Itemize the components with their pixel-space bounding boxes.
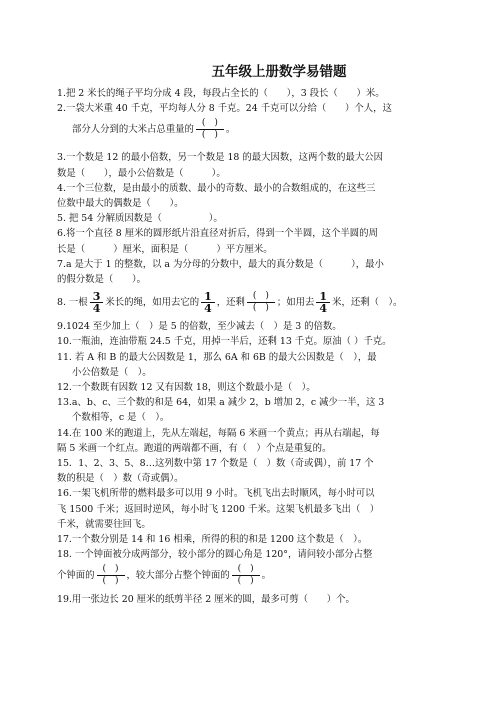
question-18-fraction-2 <box>232 564 260 587</box>
question-8-text-1: 8. 一根 <box>57 297 88 309</box>
question-10: 10.一瓶油，连油带瓶 24.5 千克，用掉一半后，还剩 13 千克。原油（ ）千克。 <box>57 336 392 348</box>
page-title: 五年级上册数学易错题 <box>211 64 347 80</box>
question-3-line-1: 3.一个数是 12 的最小倍数，另一个数是 18 的最大因数，这两个数的最大公因 <box>57 152 383 164</box>
question-18-text-3: 。 <box>261 570 272 582</box>
question-8-fraction-1 <box>90 291 104 314</box>
fraction-numerator: 1 <box>201 291 215 303</box>
question-2-line-2 <box>57 116 461 144</box>
question-1: 1.把 2 米长的绳子平均分成 4 段，每段占全长的（ ），3 段长（ ）米。 <box>57 88 385 99</box>
question-14-line-1: 14.在 100 米的跑道上，先从左端起，每隔 6 米画一个黄点；再从右端起，每 <box>57 427 380 439</box>
question-4-line-1: 4.一个三位数，是由最小的质数、最小的奇数、最小的合数组成的，在这些三 <box>57 182 376 194</box>
question-8-fraction-4 <box>316 291 330 314</box>
fraction-numerator: 3 <box>90 291 104 303</box>
question-16-line-3: 千米，就需要往回飞。 <box>57 518 151 530</box>
fraction-denominator: 4 <box>204 302 212 316</box>
question-8-text-2: 米长的绳，如用去它的 <box>105 297 200 309</box>
fraction-denominator: ( ) <box>102 576 119 587</box>
question-11-line-2: 小公倍数是（ ）。 <box>72 366 152 378</box>
question-4-line-2: 位数中最大的偶数是（ ）。 <box>57 198 184 210</box>
question-7-line-1: 7.a 是大于 1 的整数，以 a 为分母的分数中，最大的真分数是（ ），最小 <box>57 258 384 270</box>
question-18-text-2: ，较大部分占整个钟面的 <box>126 570 230 582</box>
fraction-denominator: 4 <box>92 302 101 316</box>
question-8-text-5: 米，还剩（ ）。 <box>332 297 403 309</box>
question-13-line-2: 个数相等，c 是（ ）。 <box>72 412 170 424</box>
question-17: 17.一个数分别是 14 和 16 相乘，所得的积的和是 1200 这个数是（ ）。 <box>57 534 368 546</box>
question-9: 9.1024 至少加上（ ）是 5 的倍数，至少减去（ ）是 3 的倍数。 <box>57 321 342 333</box>
question-8-fraction-2 <box>201 291 215 314</box>
question-18-line-2 <box>57 562 461 590</box>
question-8-fraction-3 <box>247 291 275 314</box>
fraction-denominator: ( ) <box>252 303 269 314</box>
fraction-numerator: ( ) <box>247 291 275 303</box>
question-14-line-2: 隔 5 米画一个红点。跑道的两端都不画，有（ ）个点是重复的。 <box>57 442 332 454</box>
question-3-line-2: 数是（ ），最小公倍数是（ ）。 <box>57 167 226 179</box>
fraction-denominator: ( ) <box>201 130 218 141</box>
question-13-line-1: 13.a、b、c、三个数的和是 64，如果 a 减少 2，b 增加 2，c 减少一半，这 3 <box>57 397 385 409</box>
fraction-denominator: 4 <box>319 302 328 316</box>
fraction-numerator: ( ) <box>97 564 125 576</box>
question-8-text-3: ，还剩 <box>216 297 245 309</box>
question-18-line-1: 18. 一个钟面被分成两部分，较小部分的圆心角是 120°，请问较小部分占整 <box>57 549 373 561</box>
question-15-line-2: 数的积是（ ）数（奇或偶）。 <box>57 473 184 485</box>
question-6-line-2: 长是（ ）厘米，面积是（ ）平方厘米。 <box>57 243 273 255</box>
question-2-fraction <box>196 118 224 141</box>
question-18-fraction-1 <box>97 564 125 587</box>
question-16-line-2: 飞 1500 千米；返回时逆风，每小时飞 1200 千米。这架飞机最多飞出（ ） <box>57 503 380 515</box>
question-15-line-1: 15．1、2、3、5、8…这列数中第 17 个数是（ ）数（奇或偶），前 17 个 <box>57 458 374 470</box>
question-19: 19.用一张边长 20 厘米的纸剪半径 2 厘米的圆，最多可剪（ ）个。 <box>57 594 355 606</box>
question-2-end: 。 <box>225 124 236 136</box>
question-6-line-1: 6.将一个直径 8 厘米的圆形纸片沿直径对折后，得到一个半圆，这个半圆的周 <box>57 228 378 240</box>
question-5: 5. 把 54 分解质因数是（ ）。 <box>57 213 223 225</box>
fraction-denominator: ( ) <box>237 576 254 587</box>
fraction-numerator: 1 <box>316 291 330 303</box>
fraction-numerator: ( ) <box>196 118 224 130</box>
question-2-line-1: 2.一袋大米重 40 千克，平均每人分 8 千克。24 千克可以分给（ ）个人，这 <box>57 103 392 115</box>
question-12: 12.一个数既有因数 12 又有因数 18，则这个数最小是（ ）。 <box>57 382 316 394</box>
question-8 <box>57 289 461 317</box>
question-2-text: 部分人分到的大米占总重量的 <box>72 124 194 136</box>
question-7-line-2: 的假分数是（ ）。 <box>57 274 147 286</box>
question-8-text-4: ；如用去 <box>276 297 315 309</box>
question-11-line-1: 11. 若 A 和 B 的最大公因数是 1，那么 6A 和 6B 的最大公因数是（ ），最 <box>57 351 377 363</box>
question-18-text-1: 个钟面的 <box>57 570 95 582</box>
question-16-line-1: 16.一架飞机所带的燃料最多可以用 9 小时。飞机飞出去时顺风，每小时可以 <box>57 488 375 500</box>
fraction-numerator: ( ) <box>232 564 260 576</box>
